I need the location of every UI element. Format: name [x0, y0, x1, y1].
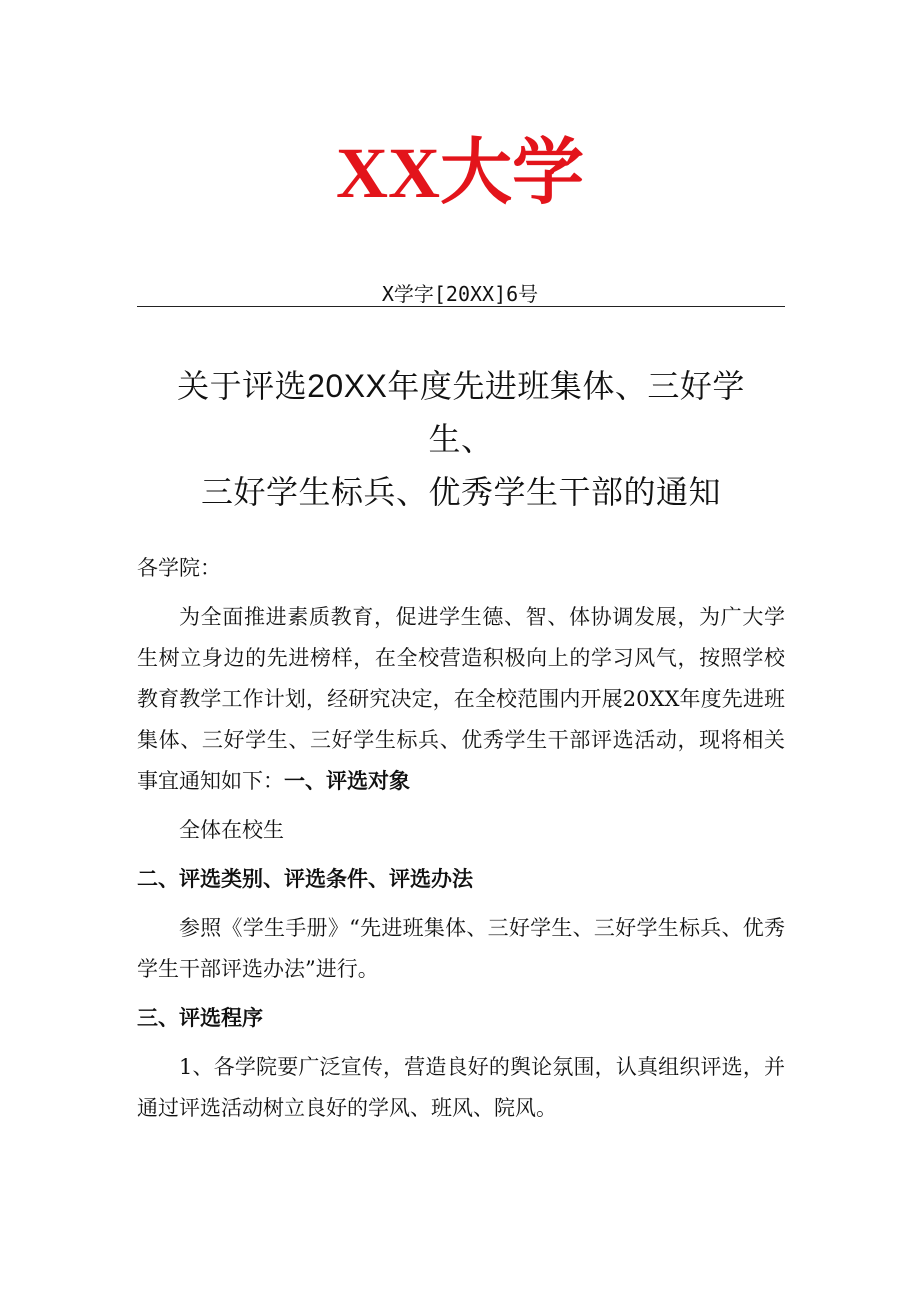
- notice-body: [137, 548, 785, 1137]
- document-number: X学字[20XX]6号: [381, 282, 539, 306]
- section-1-text: 全体在校生: [179, 818, 284, 842]
- title-line-1: 关于评选20XX年度先进班集体、三好学: [177, 368, 745, 404]
- notice-title: [137, 360, 785, 519]
- intro-text: 为全面推进素质教育，促进学生德、智、体协调发展，为广大学生树立身边的先进榜样，在全校营造积极向上的学习风气，按照学校教育教学工作计划，经研究决定，在全校范围内开展20XX年度先进班集体、三好学生、三好学生标兵、优秀学生干部评选活动，现将相关事宜通知如下：: [137, 605, 785, 793]
- header-divider: [137, 306, 785, 307]
- intro-paragraph: [137, 597, 785, 802]
- section-1-heading: 一、评选对象: [284, 769, 410, 793]
- section-3-heading: 三、评选程序: [137, 1006, 263, 1030]
- section-2-text: 参照《学生手册》“先进班集体、三好学生、三好学生标兵、优秀学生干部评选办法”进行。: [137, 916, 785, 981]
- university-masthead: XX大学: [336, 133, 584, 213]
- section-3-item-1: 1、各学院要广泛宣传，营造良好的舆论氛围，认真组织评选，并通过评选活动树立良好的学风、班风、院风。: [137, 1055, 785, 1120]
- title-line-3: 三好学生标兵、优秀学生干部的通知: [200, 474, 721, 510]
- title-line-2: 生、: [428, 421, 494, 457]
- section-2-heading: 二、评选类别、评选条件、评选办法: [137, 867, 473, 891]
- salutation: 各学院：: [137, 556, 221, 580]
